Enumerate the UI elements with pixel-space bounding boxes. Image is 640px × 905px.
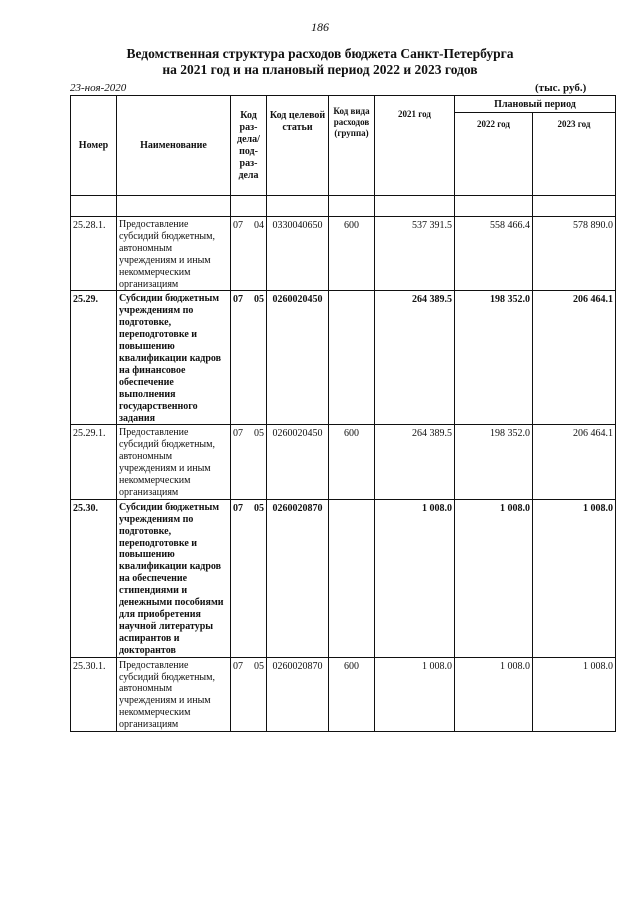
- row-number: 25.29.: [71, 291, 117, 425]
- row-2022: 1 008.0: [455, 657, 533, 731]
- row-number: 25.28.1.: [71, 217, 117, 291]
- row-vid-raskhodov: 600: [329, 657, 375, 731]
- row-2021: 264 389.5: [375, 291, 455, 425]
- row-2021: 1 008.0: [375, 499, 455, 657]
- units-label: (тыс. руб.): [535, 82, 587, 94]
- header-nomer: Номер: [71, 96, 117, 196]
- page-title: [0, 46, 640, 78]
- header-kod-vida-raskhodov: Код вида расходов (группа): [329, 96, 375, 196]
- table-row: [71, 291, 616, 425]
- row-rz: 07: [233, 220, 243, 231]
- header-planovyy-period: Плановый период: [455, 96, 616, 113]
- row-name: Предоставление субсидий бюджетным, автономным учреждениям и иным некоммерческим организациям: [117, 217, 231, 291]
- row-2022: 198 352.0: [455, 425, 533, 499]
- row-tselevaya-statya: 0260020870: [267, 657, 329, 731]
- row-number: 25.30.1.: [71, 657, 117, 731]
- row-pr: 04: [254, 220, 264, 231]
- row-rz: 07: [233, 428, 243, 440]
- row-pr: 05: [254, 428, 264, 440]
- row-rz: 07: [233, 294, 243, 306]
- row-rz: 07: [233, 502, 243, 514]
- row-vid-raskhodov: [329, 291, 375, 425]
- row-name: Субсидии бюджетным учреждениям по подготовке, переподготовке и повышению квалификации кадров на финансовое обеспечение выполнения государственного задания: [117, 291, 231, 425]
- row-pr: 05: [254, 502, 264, 514]
- row-2023: 578 890.0: [533, 217, 616, 291]
- header-kod-tselevoy-stati: Код целевой статьи: [267, 96, 329, 196]
- row-name: Предоставление субсидий бюджетным, автономным учреждениям и иным некоммерческим организациям: [117, 425, 231, 499]
- row-2021: 1 008.0: [375, 657, 455, 731]
- row-number: 25.29.1.: [71, 425, 117, 499]
- row-tselevaya-statya: 0260020870: [267, 499, 329, 657]
- row-vid-raskhodov: 600: [329, 425, 375, 499]
- row-pr: 05: [254, 294, 264, 306]
- row-tselevaya-statya: 0260020450: [267, 291, 329, 425]
- row-2022: 198 352.0: [455, 291, 533, 425]
- header-2022: 2022 год: [455, 113, 533, 196]
- row-pr: 05: [254, 660, 264, 672]
- row-2021: 537 391.5: [375, 217, 455, 291]
- row-2023: 1 008.0: [533, 499, 616, 657]
- row-razdel: [231, 217, 267, 291]
- header-kod-razdela: Код раз-дела/ под-раз-дела: [231, 96, 267, 196]
- row-name: Предоставление субсидий бюджетным, автономным учреждениям и иным некоммерческим организациям: [117, 657, 231, 731]
- row-razdel: [231, 499, 267, 657]
- page-number: 186: [311, 20, 329, 34]
- row-number: 25.30.: [71, 499, 117, 657]
- row-razdel: [231, 291, 267, 425]
- table-row: [71, 425, 616, 499]
- document-date: 23-ноя-2020: [70, 82, 127, 94]
- row-2023: 206 464.1: [533, 425, 616, 499]
- table-row: [71, 657, 616, 731]
- row-2022: 1 008.0: [455, 499, 533, 657]
- title-line-1: Ведомственная структура расходов бюджета Санкт-Петербурга: [126, 46, 514, 61]
- row-name: Субсидии бюджетным учреждениям по подготовке, переподготовке и повышению квалификации кадров на обеспечение стипендиями и денежными пособиями для приобретения научной литературы аспирантов и докторантов: [117, 499, 231, 657]
- row-2021: 264 389.5: [375, 425, 455, 499]
- header-2021: 2021 год: [375, 96, 455, 196]
- row-2023: 1 008.0: [533, 657, 616, 731]
- table-row: [71, 499, 616, 657]
- row-vid-raskhodov: [329, 499, 375, 657]
- row-tselevaya-statya: 0330040650: [267, 217, 329, 291]
- row-2022: 558 466.4: [455, 217, 533, 291]
- header-naimenovanie: Наименование: [117, 96, 231, 196]
- table-body: [71, 217, 616, 732]
- budget-table: [70, 95, 616, 732]
- row-razdel: [231, 657, 267, 731]
- header-2023: 2023 год: [533, 113, 616, 196]
- row-vid-raskhodov: 600: [329, 217, 375, 291]
- row-2023: 206 464.1: [533, 291, 616, 425]
- row-razdel: [231, 425, 267, 499]
- title-line-2: на 2021 год и на плановый период 2022 и 2023 годов: [162, 62, 478, 77]
- table-row: [71, 217, 616, 291]
- row-rz: 07: [233, 660, 243, 672]
- row-tselevaya-statya: 0260020450: [267, 425, 329, 499]
